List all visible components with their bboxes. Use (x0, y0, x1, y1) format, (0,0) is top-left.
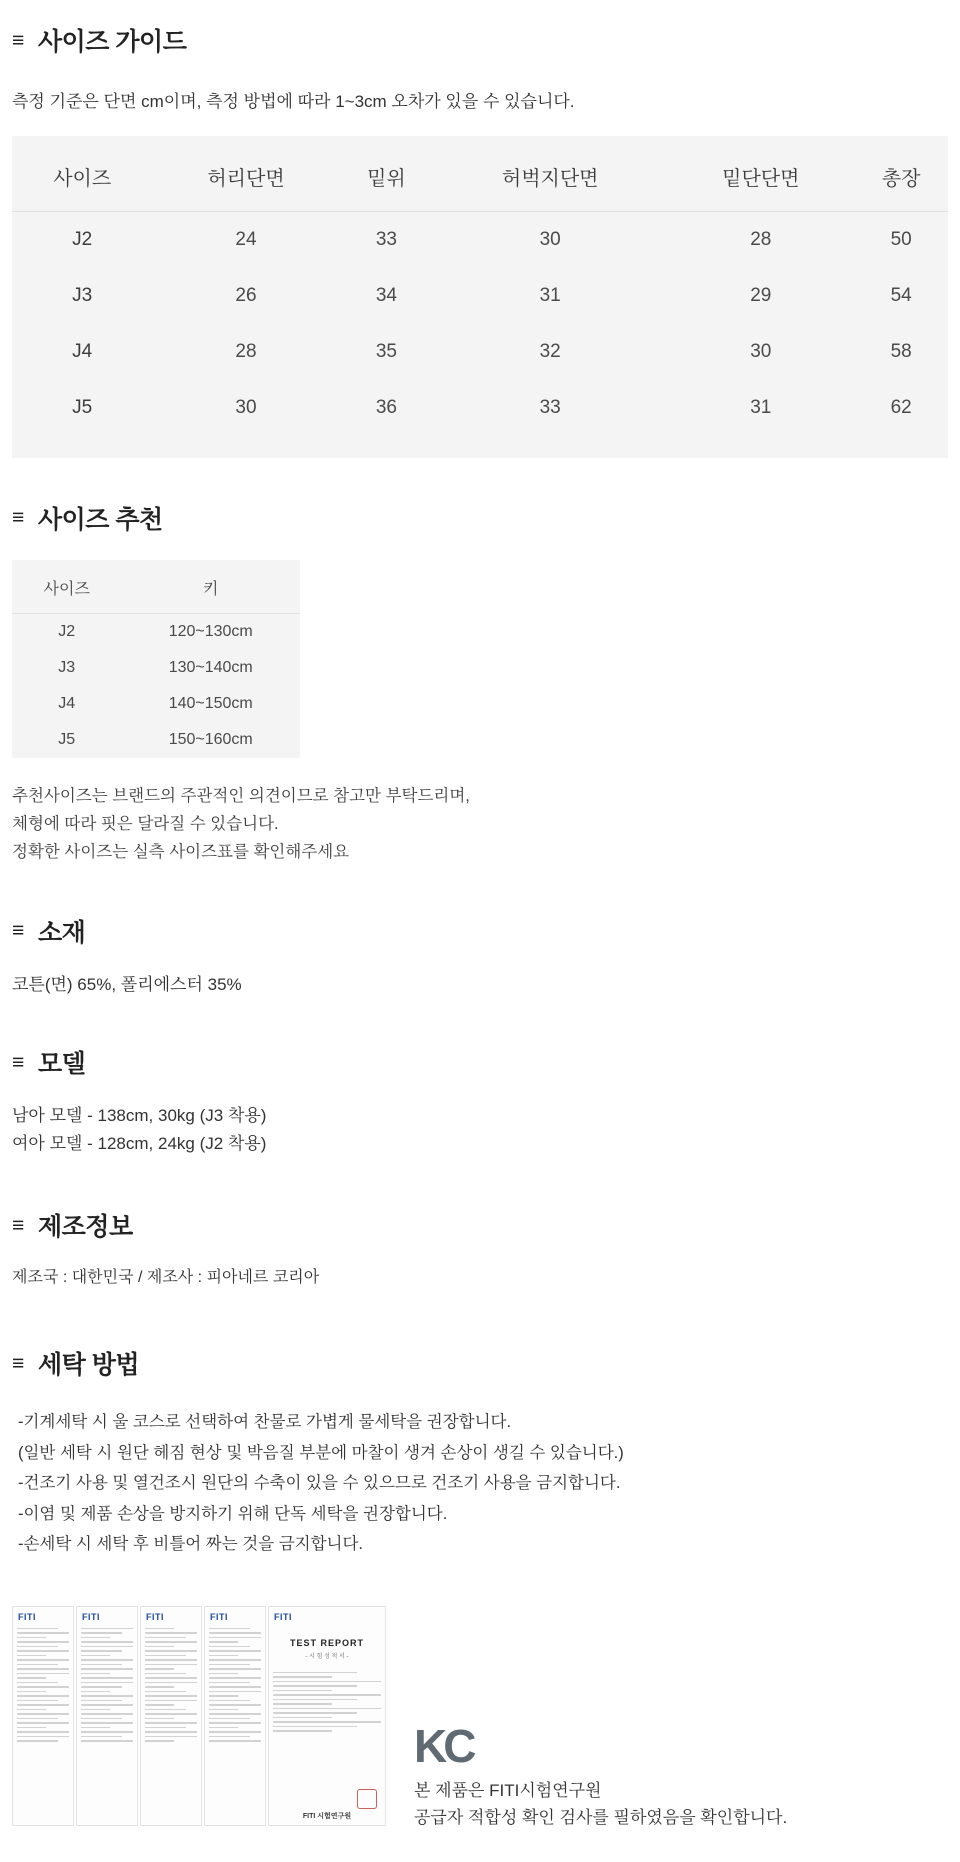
kc-mark-icon: KC (414, 1719, 473, 1772)
section-heading-wash (12, 1345, 948, 1381)
column-header: 사이즈 (12, 140, 152, 212)
section-heading-material (12, 913, 948, 949)
kc-line: 공급자 적합성 확인 검사를 필하였음을 확인합니다. (414, 1808, 788, 1828)
cell: 31 (750, 396, 772, 418)
menu-bars-icon: ≡ (12, 28, 24, 52)
product-detail-page (0, 22, 960, 1862)
document-text-lines (145, 1628, 197, 1742)
cell: J2 (58, 622, 76, 640)
certificate-page (12, 1606, 74, 1826)
cell: 33 (375, 228, 397, 250)
cell: 30 (539, 228, 561, 250)
table-row (12, 613, 300, 650)
cell: 33 (539, 396, 561, 418)
seal-stamp-icon (357, 1789, 377, 1809)
material-text: 코튼(면) 65%, 폴리에스터 35% (12, 974, 242, 994)
column-header: 사이즈 (12, 560, 121, 614)
cell: 36 (375, 396, 397, 418)
cell: J4 (72, 340, 93, 362)
report-subtitle: - 시 험 성 적 서 - (305, 1653, 349, 1660)
cell: 34 (375, 284, 397, 306)
cell: 130~140cm (168, 658, 253, 676)
document-text-lines (81, 1628, 133, 1742)
wash-title: 세탁 방법 (38, 1351, 140, 1380)
cell: J2 (72, 228, 93, 250)
column-header: 허리단면 (152, 140, 339, 212)
model-info (12, 1102, 948, 1157)
document-text-lines (273, 1672, 381, 1732)
certificate-page (76, 1606, 138, 1826)
cell: 120~130cm (168, 622, 253, 640)
document-text-lines (17, 1628, 69, 1742)
size-recommend-table (12, 560, 300, 758)
wash-instructions (12, 1407, 948, 1560)
cell: 28 (235, 340, 257, 362)
section-heading-size-recommend (12, 500, 948, 536)
cell: 140~150cm (168, 694, 253, 712)
cell: 29 (750, 284, 772, 306)
cell: J3 (72, 284, 93, 306)
cell: 30 (235, 396, 257, 418)
table-header-row (12, 560, 300, 614)
material-title: 소재 (38, 918, 86, 947)
note-line: 정확한 사이즈는 실측 사이즈표를 확인해주세요 (12, 843, 350, 862)
wash-line: -건조기 사용 및 열건조시 원단의 수축이 있을 수 있으므로 건조기 사용을 금지합니다. (18, 1474, 621, 1493)
column-header: 키 (121, 560, 300, 614)
manufacture-text: 제조국 : 대한민국 / 제조사 : 피아네르 코리아 (12, 1269, 320, 1287)
kc-description (414, 1777, 787, 1831)
menu-bars-icon: ≡ (12, 1213, 24, 1237)
certificate-area (12, 1606, 948, 1832)
table-row (12, 650, 300, 686)
column-header: 밑위 (340, 140, 434, 212)
certificate-page (204, 1606, 266, 1826)
certificate-documents (12, 1606, 386, 1826)
cell: 54 (890, 284, 912, 306)
size-recommend-table-wrap (12, 560, 300, 758)
size-guide-table (12, 140, 948, 436)
size-recommend-title: 사이즈 추천 (38, 505, 163, 534)
cell: 32 (539, 340, 561, 362)
cell: 28 (750, 228, 772, 250)
cell: 58 (890, 340, 912, 362)
kc-certification-block (414, 1606, 787, 1832)
cell: 24 (235, 228, 257, 250)
cell: J5 (72, 396, 93, 418)
wash-line: (일반 세탁 시 원단 헤짐 현상 및 박음질 부분에 마찰이 생겨 손상이 생길 수 있습니다.) (18, 1443, 624, 1462)
cell: 30 (750, 340, 772, 362)
section-heading-model (12, 1044, 948, 1080)
fiti-logo: FITI (274, 1611, 292, 1622)
cell: J5 (58, 730, 76, 748)
manufacture-title: 제조정보 (38, 1213, 133, 1242)
report-footer: FITI 시험연구원 (302, 1812, 352, 1820)
document-text-lines (209, 1628, 261, 1742)
wash-line: -기계세탁 시 울 코스로 선택하여 찬물로 가볍게 물세탁을 권장합니다. (18, 1413, 512, 1432)
column-header: 총장 (854, 140, 948, 212)
wash-line: -손세탁 시 세탁 후 비틀어 짜는 것을 금지합니다. (18, 1535, 364, 1554)
model-title: 모델 (38, 1050, 86, 1079)
certificate-test-report (268, 1606, 386, 1826)
menu-bars-icon: ≡ (12, 1050, 24, 1074)
size-guide-title: 사이즈 가이드 (38, 28, 187, 56)
table-header-row (12, 140, 948, 212)
section-heading-manufacture (12, 1207, 948, 1243)
note-line: 체형에 따라 핏은 달라질 수 있습니다. (12, 814, 279, 833)
cell: 35 (375, 340, 397, 362)
fiti-logo: FITI (210, 1611, 228, 1622)
table-row (12, 268, 948, 324)
fiti-logo: FITI (82, 1611, 100, 1622)
cell: 31 (539, 284, 561, 306)
cell: 26 (235, 284, 257, 306)
fiti-logo: FITI (18, 1611, 36, 1622)
column-header: 허벅지단면 (433, 140, 667, 212)
model-line: 여아 모델 - 128cm, 24kg (J2 착용) (12, 1133, 267, 1153)
size-guide-table-wrap (12, 136, 948, 458)
size-guide-note: 측정 기준은 단면 cm이며, 측정 방법에 따라 1~3cm 오차가 있을 수 있습니다. (12, 92, 575, 111)
menu-bars-icon: ≡ (12, 919, 24, 943)
menu-bars-icon: ≡ (12, 506, 24, 530)
cell: 50 (890, 228, 912, 250)
fiti-logo: FITI (146, 1611, 164, 1622)
certificate-page (140, 1606, 202, 1826)
kc-line: 본 제품은 FITI시험연구원 (414, 1781, 602, 1801)
cell: 150~160cm (168, 730, 253, 748)
table-row (12, 211, 948, 268)
cell: J3 (58, 658, 76, 676)
wash-line: -이염 및 제품 손상을 방지하기 위해 단독 세탁을 권장합니다. (18, 1504, 448, 1523)
section-heading-size-guide (12, 22, 948, 58)
report-title: TEST REPORT (289, 1637, 364, 1648)
size-recommend-notes (12, 782, 948, 867)
menu-bars-icon: ≡ (12, 1351, 24, 1375)
table-row (12, 686, 300, 722)
cell: J4 (58, 694, 76, 712)
table-row (12, 380, 948, 436)
column-header: 밑단단면 (667, 140, 854, 212)
note-line: 추천사이즈는 브랜드의 주관적인 의견이므로 참고만 부탁드리며, (12, 786, 470, 805)
table-row (12, 324, 948, 380)
cell: 62 (890, 396, 912, 418)
model-line: 남아 모델 - 138cm, 30kg (J3 착용) (12, 1106, 267, 1126)
table-row (12, 722, 300, 758)
